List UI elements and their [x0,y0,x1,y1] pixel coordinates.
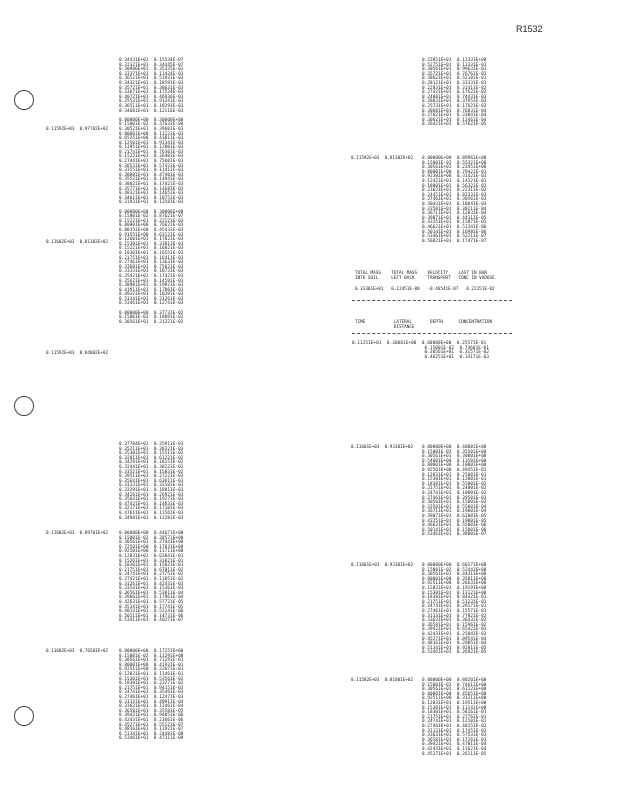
row-label-c: 0.11582E+03 0.81801E+02 [351,678,414,683]
page-id: R1532 [516,24,543,34]
value-block: 0.34431E+01 0.15534E-07 0.32321E+01 0.34445E-07 0.30906E+01 0.35335E-03 0.33371E+01 0.11424E-03 0.36521E+01 0.51931E-03 0.34321E+01 0.18591E-03 0.35721E+01 0.38631E-03 0.33671E+01 0.17524E-03 0.40721E+01 0.46936E-03 0.35531E+01 0.91341E-03 0.36511E+01 0.10291E-03 0.34681E+01 0.12116E-03 0.00000E+00 0.30000E+00 0.15001E-02 0.37631E-06 0.30521E+01 0.39601E-03 0.80001E+00 0.11231E-03 0.65251E+00 0.43811E-03 0.12501E+01 0.91341E-03 0.13951E+01 0.12801E-03 0.21741E+01 0.76301E-03 0.15221E+01 0.26401E-03 0.27441E+01 0.75601E-03 0.30531E+01 0.57431E-03 0.33551E+01 0.11411E-03 0.38801E+01 0.47401E-03 0.35521E+01 0.14941E-03 0.38021E+01 0.17421E-03 0.35771E+01 0.14681E-03 0.48321E+01 0.14651E-03 0.34611E+01 0.10751E-03 0.31931E+01 0.12581E-03 0.00000E+00 0.30000E+00 0.15001E-02 0.87621E-07 0.15221E+01 0.22121E-03 0.80001E+00 0.76621E-03 0.80151E+00 0.45431E-03 0.91551E+00 0.63121E-03 0.12601E+01 0.17821E-03 0.15301E+01 0.33811E-03 0.15221E+01 0.16021E-03 0.18301E+01 0.16551E-03 0.21751E+01 0.16411E-03 0.27461E+01 0.13631E-03 0.33681E+01 0.75621E-03 0.33331E+01 0.18731E-03 0.35421E+01 0.17421E-03 0.35621E+01 0.14591E-03 0.38981E+01 0.19921E-03 0.41911E+01 0.17861E-03 0.49321E+01 0.18391E-03 0.51341E+01 0.31261E-03 0.53461E+01 0.12741E-03 0.00000E+00 0.37731E-02 0.15001E-02 0.18891E-02 0.30561E+01 0.21321E-02 [119,58,184,325]
summary-header: TOTAL MASS TOTAL MASS VELOCITY LAST IN BAR INTO SOIL LEFT BACK TRANSPORT CONC IN VADOSE [355,271,495,281]
row-label-a: 0.11601E+03 0.93301E+02 [351,445,414,450]
divider [352,333,512,334]
row-label-a: 0.11592E+03 0.81302E+02 [351,156,414,161]
row-label-a: 0.11592E+03 0.97702E+02 [46,127,109,132]
binder-hole-icon [14,90,34,110]
row-label-b: 0.11601E+03 0.93301E+02 [351,563,414,568]
row-label-c: 0.11592E+03 0.84802E+02 [46,351,109,356]
value-block: 0.11251E+01 0.30001E+00 0.00000E+00 0.25571E-01 0.15001E-02 0.74601E-01 0.30561E+01 0.31571E-02 0.46251E+01 0.14171E-03 [352,341,490,360]
column-header: TIME LATERAL DEPTH CONCENTRATION DISTANCE [355,320,493,330]
summary-values: 0.33301E+01 0.12451E-08 -0.46541E-07 0.22351E-02 [355,287,495,292]
value-block: 0.00000E+00 0.80201E+00 0.15001E-02 0.74611E+00 0.30561E+01 0.61121E+00 0.80001E+00 0.45651E+00 0.92511E+00 0.31211E+00 0.12831E+01 0.19511E+00 0.15301E+01 0.11141E+00 0.18301E+01 0.58161E-01 0.21751E+01 0.27761E-01 0.24741E+01 0.12101E-01 0.27461E+01 0.48151E-02 0.31131E+01 0.17451E-02 0.33631E+01 0.57531E-03 0.36581E+01 0.17261E-03 0.39421E+01 0.47011E-04 0.42431E+01 0.11621E-04 0.45271E+01 0.26111E-05 [422,678,487,757]
divider [352,300,512,301]
binder-hole-icon [14,396,34,416]
value-block: 0.00000E+00 0.44671E+00 0.15001E-02 0.38571E+00 0.30561E+01 0.27441E+00 0.72501E+00 0.17631E+00 0.92501E+00 0.11711E+00 0.12831E+01 0.63841E-01 0.15261E+01 0.31021E-01 0.18301E+01 0.15021E-01 0.21751E+01 0.67011E-02 0.24741E+01 0.27751E-02 0.27421E+01 0.11051E-02 0.31261E+01 0.42431E-03 0.33541E+01 0.15361E-03 0.36561E+01 0.53811E-04 0.39661E+01 0.17961E-04 0.42631E+01 0.57721E-05 0.45341E+01 0.17741E-05 0.48131E+01 0.52141E-06 0.50211E+01 0.14731E-06 0.53411E+01 0.40271E-07 [119,531,184,624]
value-block: 0.00000E+00 0.60171E+00 0.15001E-02 0.52441E+00 0.30561E+01 0.44311E+00 0.80001E+00 0.35011E+00 0.92511E+00 0.26631E+00 0.12831E+01 0.19191E+00 0.15301E+01 0.13121E+00 0.18301E+01 0.84421E-01 0.21751E+01 0.51231E-01 0.24741E+01 0.29171E-01 0.27461E+01 0.15571E-01 0.31131E+01 0.77821E-02 0.33631E+01 0.36431E-02 0.36581E+01 0.15961E-02 0.39421E+01 0.65421E-03 0.42431E+01 0.25041E-03 0.45271E+01 0.89541E-04 0.48161E+01 0.29851E-04 0.51341E+01 0.92811E-05 0.53461E+01 0.26921E-05 [422,563,487,656]
row-label-b: 0.11602E+03 0.81302E+02 [46,240,109,245]
row-label-b: 0.11602E+03 0.76501E+02 [46,649,109,654]
value-block: 0.22851E+01 0.13331E+00 0.52751E+01 0.12331E-01 0.30561E+01 0.99631E-01 0.35721E+01 0.76761E-01 0.38621E+01 0.52101E-01 0.28121E+01 0.33331E-01 0.22831E+01 0.31411E-02 0.27421E+01 0.17621E-02 0.24881E+01 0.74431E-03 0.28831E+01 0.37951E-03 0.25731E+01 0.17621E-03 0.30681E+01 0.76831E-04 0.27621E+01 0.33841E-04 0.30621E+01 0.13461E-04 0.26421E+01 0.57621E-05 [422,58,487,128]
value-block: 0.00000E+00 0.89961E+00 0.15001E-02 0.55321E+00 0.30561E+01 0.23451E+00 0.80001E+00 0.79421E-01 0.92381E+00 0.31421E-01 0.12421E+01 0.14321E-01 0.18801E+01 0.56321E-02 0.21621E+01 0.22311E-02 0.24451E+01 0.82331E-03 0.27461E+01 0.30561E-03 0.30431E+01 0.10641E-03 0.33501E+01 0.38211E-04 0.36711E+01 0.12831E-04 0.39871E+01 0.44311E-05 0.43251E+01 0.15871E-05 0.46621E+01 0.51341E-06 0.50141E+01 0.16981E-06 0.53461E+01 0.52211E-07 0.56821E+01 0.17471E-07 [422,156,487,244]
value-block: 0.00000E+00 0.40001E+00 0.15001E-02 0.35501E+00 0.30561E+01 0.30001E+00 0.54001E+00 0.13501E+00 0.80001E+00 0.10001E+00 0.92501E+00 0.49451E-01 0.12831E+01 0.25001E-01 0.15301E+01 0.12001E-01 0.18301E+01 0.55001E-02 0.21751E+01 0.24001E-02 0.24741E+01 0.10001E-02 0.27461E+01 0.39501E-03 0.30561E+01 0.15001E-03 0.33501E+01 0.55001E-04 0.36711E+01 0.19001E-04 0.39871E+01 0.62001E-05 0.43251E+01 0.19001E-05 0.46621E+01 0.55001E-06 0.50141E+01 0.15001E-06 0.53461E+01 0.38001E-07 [422,445,487,538]
value-block: 0.37704E+01 0.35911E-03 0.35211E+01 0.38321E-03 0.35301E+01 0.15511E-02 0.32011E+01 0.61221E-02 0.34291E+01 0.18151E-02 0.32441E+01 0.38221E-02 0.33521E+01 0.15831E-02 0.39511E+01 0.27221E-03 0.35641E+01 0.63611E-03 0.33131E+01 0.32101E-03 0.32291E+01 0.18011E-03 0.34261E+01 0.26921E-03 0.35641E+01 0.19271E-03 0.47421E+01 0.14831E-03 0.32171E+01 0.17101E-03 0.47611E+01 0.11561E-03 0.34981E+01 0.12281E-03 [119,442,184,521]
row-label-a: 0.11602E+03 0.89701E+02 [46,531,109,536]
value-block: 0.00000E+00 0.17251E+00 0.15001E-02 0.11291E+00 0.30561E+01 0.71291E-01 0.80001E+00 0.41931E-01 0.92511E+00 0.22671E-01 0.12831E+01 0.11461E-01 0.15301E+01 0.53561E-02 0.18301E+01 0.23271E-02 0.21751E+01 0.94151E-03 0.24741E+01 0.35491E-03 0.27461E+01 0.12471E-03 0.31131E+01 0.40911E-04 0.33631E+01 0.12461E-04 0.36581E+01 0.35581E-05 0.39421E+01 0.94851E-06 0.42431E+01 0.23661E-06 0.45271E+01 0.55121E-07 0.48161E+01 0.11921E-07 0.51341E+01 0.24481E-08 0.53461E+01 0.47311E-09 [119,649,184,742]
binder-hole-icon [14,706,34,726]
